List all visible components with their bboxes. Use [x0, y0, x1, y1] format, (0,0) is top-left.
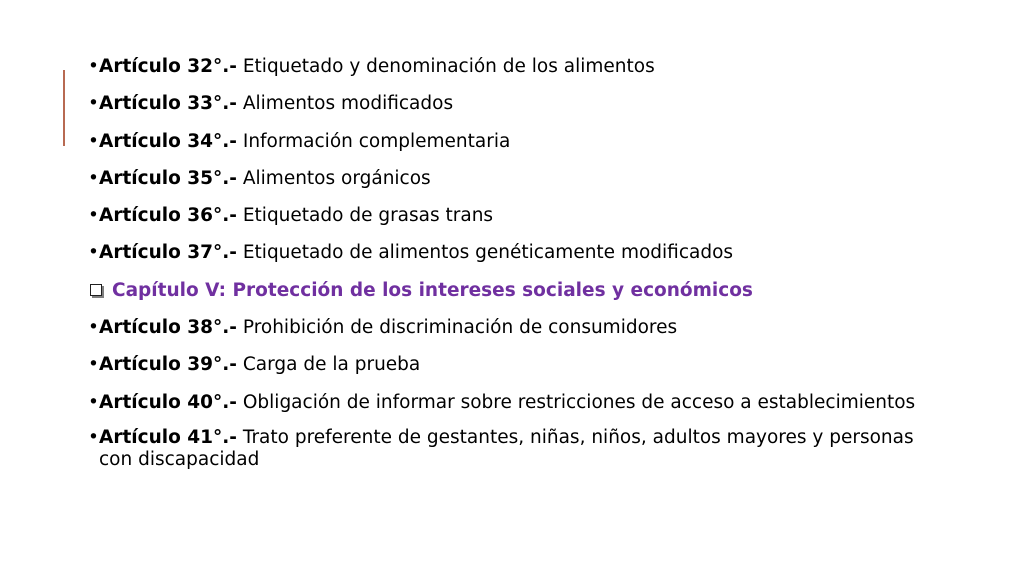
bullet-icon: •: [88, 205, 99, 227]
article-label: Artículo 36°.-: [99, 205, 237, 227]
article-title: Trato preferente de gestantes, niñas, niños, adultos mayores y personas con discapacidad: [99, 426, 914, 470]
chapter-title: Capítulo V: Protección de los intereses sociales y económicos: [112, 279, 753, 301]
article-label: Artículo 34°.-: [99, 130, 237, 152]
article-title: Etiquetado de alimentos genéticamente modificados: [242, 242, 734, 264]
article-label: Artículo 41°.-: [99, 426, 237, 448]
article-title: Etiquetado de grasas trans: [242, 205, 494, 227]
article-title: Etiquetado y denominación de los alimentos: [242, 56, 655, 77]
list-item-article-32: [88, 56, 918, 78]
article-label: Artículo 33°.-: [99, 93, 237, 115]
article-title: Carga de la prueba: [242, 354, 421, 376]
bullet-icon: •: [88, 56, 99, 77]
article-title: Alimentos modificados: [242, 93, 454, 115]
bullet-icon: •: [88, 391, 99, 413]
bullet-icon: •: [88, 242, 99, 264]
article-label: Artículo 37°.-: [99, 242, 237, 264]
article-label: Artículo 38°.-: [99, 317, 237, 339]
list-item-article-37: [88, 242, 918, 264]
accent-bar: [63, 70, 65, 146]
bullet-icon: •: [88, 93, 99, 115]
article-label: Artículo 40°.-: [99, 391, 237, 413]
article-title: Información complementaria: [242, 130, 511, 152]
article-label: Artículo 39°.-: [99, 354, 237, 376]
checkbox-icon: [90, 284, 102, 296]
bullet-icon: •: [88, 426, 99, 448]
article-title: Alimentos orgánicos: [242, 167, 431, 189]
chapter-heading: [88, 280, 918, 302]
list-item-article-40: [88, 392, 918, 414]
list-item-article-41: [88, 427, 918, 471]
list-item-article-38: [88, 317, 918, 339]
list-item-article-36: [88, 205, 918, 227]
article-label: Artículo 35°.-: [99, 167, 237, 189]
bullet-icon: •: [88, 354, 99, 376]
article-title: Obligación de informar sobre restricciones de acceso a establecimientos: [242, 391, 916, 413]
content-list: [88, 56, 918, 484]
list-item-article-34: [88, 131, 918, 153]
bullet-icon: •: [88, 130, 99, 152]
bullet-icon: •: [88, 167, 99, 189]
bullet-icon: •: [88, 317, 99, 339]
article-label: Artículo 32°.-: [99, 56, 237, 77]
article-title: Prohibición de discriminación de consumidores: [242, 317, 678, 339]
list-item-article-33: [88, 93, 918, 115]
list-item-article-35: [88, 168, 918, 190]
list-item-article-39: [88, 354, 918, 376]
